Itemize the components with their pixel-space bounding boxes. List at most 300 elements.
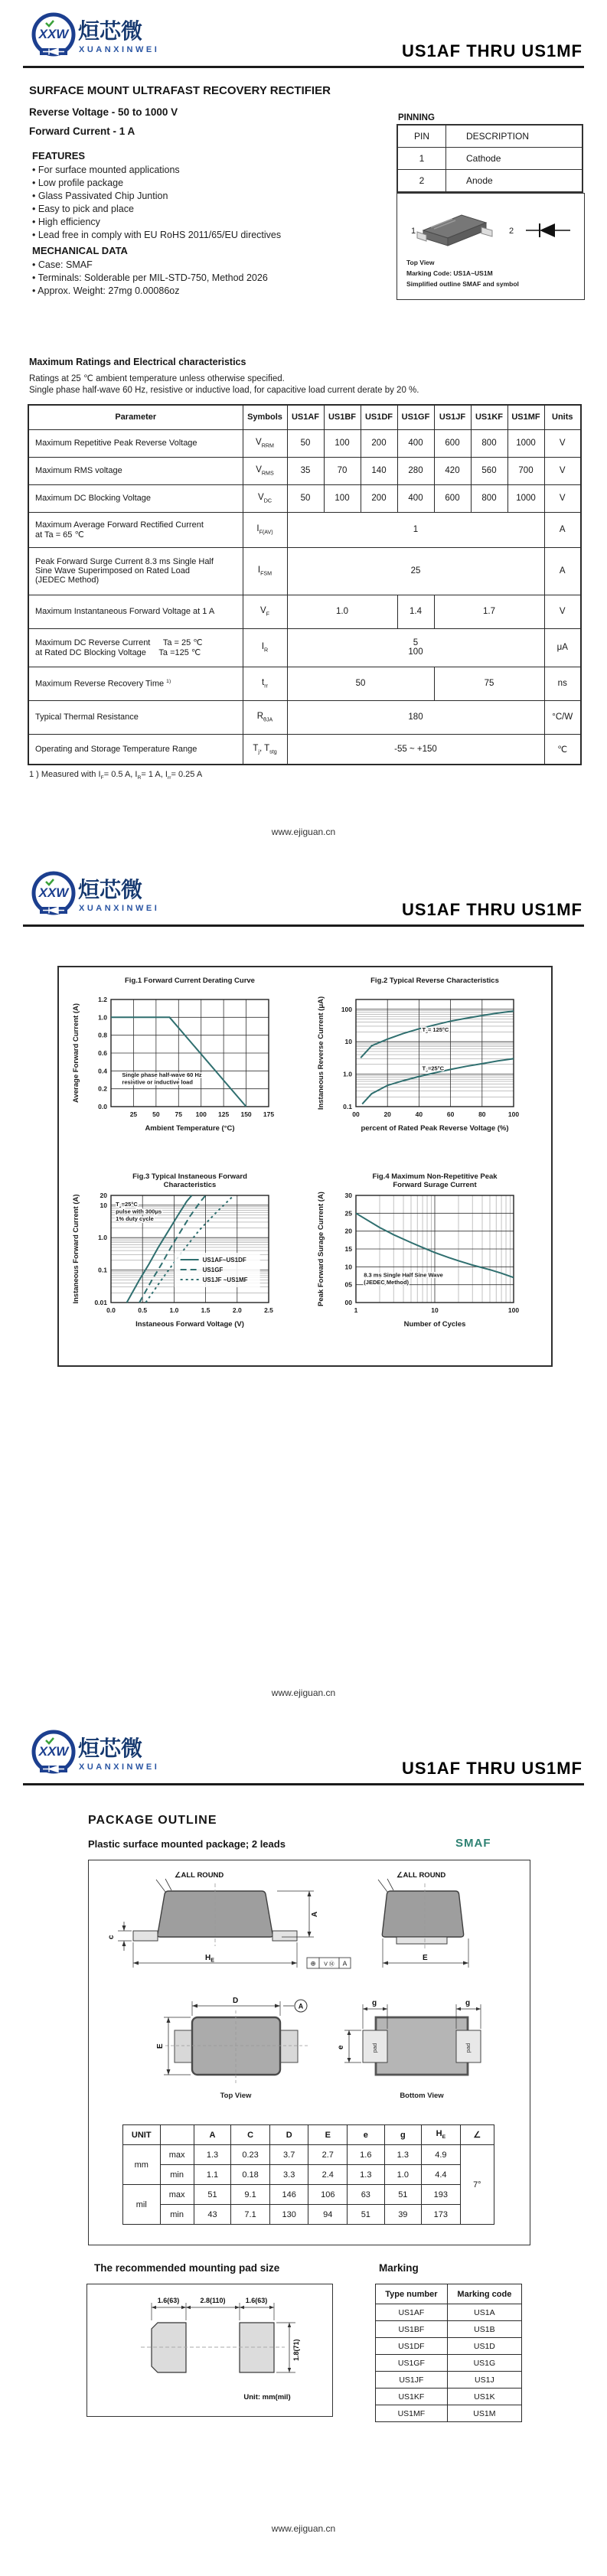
svg-text:0.2: 0.2	[98, 1084, 107, 1093]
brand-name-en: XUANXINWEI	[79, 45, 160, 54]
diode-symbol-icon	[526, 223, 570, 237]
top-view	[156, 1997, 308, 2100]
features-list	[32, 164, 308, 242]
dims-value: 1.3	[384, 2145, 422, 2165]
value-cell: 1	[287, 512, 544, 547]
dims-header: E	[308, 2125, 348, 2145]
dim-g-label: g	[465, 1999, 471, 2007]
value-cell: 200	[361, 429, 397, 457]
svg-text:Fig.2 Typical Reverse Charact: Fig.2 Typical Reverse Characteristics	[370, 977, 499, 985]
mounting-pad-box	[86, 2284, 333, 2417]
parameter-cell: Maximum Repetitive Peak Reverse Voltage	[28, 429, 243, 457]
pinning-header-row	[397, 125, 583, 148]
svg-text:10: 10	[344, 1038, 352, 1046]
pin-1-description: Cathode	[446, 148, 583, 170]
symbol-cell: $V_{RMS}$	[243, 457, 287, 484]
symbol-cell: $I_R$	[243, 628, 287, 667]
description-header: DESCRIPTION	[446, 125, 583, 148]
unit-cell: ns	[544, 667, 581, 700]
pkg-note-marking-code: Marking Code: US1A~US1M	[406, 269, 493, 277]
page-3	[0, 1717, 607, 2576]
value-cell: 600	[434, 484, 471, 512]
svg-text:US1JF ~US1MF: US1JF ~US1MF	[202, 1277, 248, 1283]
pad-dim-mid: 2.8(110)	[200, 2297, 226, 2304]
chart-fig4	[312, 1169, 541, 1362]
value-cell: 400	[397, 429, 434, 457]
dims-value: 0.23	[231, 2145, 270, 2165]
page-title: US1AF THRU US1MF	[401, 900, 583, 919]
dims-value: 51	[194, 2185, 231, 2205]
package-drawings	[89, 1860, 527, 2121]
ratings-table	[28, 404, 582, 765]
svg-text:⊕: ⊕	[310, 1959, 316, 1968]
marking-code: US1M	[447, 2405, 521, 2422]
svg-text:1.0: 1.0	[98, 1013, 107, 1022]
dim-c-label: c	[107, 1935, 116, 1939]
pkg-note-top-view: Top View	[406, 259, 435, 266]
value-cell: 25	[287, 547, 544, 595]
svg-text:TJ​= 125°C: $T_J= 125^\circ C$	[422, 1026, 449, 1035]
dims-value: 94	[308, 2205, 348, 2225]
unit-mil: mil	[123, 2185, 161, 2225]
marking-row	[376, 2304, 522, 2321]
ratings-row	[28, 429, 581, 457]
dims-value: 193	[422, 2185, 461, 2205]
dims-value: 4.9	[422, 2145, 461, 2165]
bullet-item: • High efficiency	[32, 216, 308, 229]
column-header: Symbols	[243, 405, 287, 429]
chart-fig2	[312, 973, 541, 1166]
svg-text:Instaneous Forward Current (A): Instaneous Forward Current (A)	[72, 1194, 80, 1304]
svg-text:15: 15	[344, 1245, 352, 1253]
svg-text:Fig.1 Forward Current Deratin: Fig.1 Forward Current Derating Curve	[125, 977, 255, 985]
value-cell: 600	[434, 429, 471, 457]
ratings-row	[28, 547, 581, 595]
svg-text:Number of Cycles: Number of Cycles	[403, 1320, 466, 1329]
unit-cell: A	[544, 512, 581, 547]
footer-url: www.ejiguan.cn	[271, 1687, 336, 1698]
parameter-cell: Maximum DC Reverse Current Ta = 25 ℃ at Rated DC Blocking Voltage Ta =125 ℃	[28, 628, 243, 667]
bullet-item: • Glass Passivated Chip Juntion	[32, 190, 308, 203]
svg-text:Fig.4 Maximum Non-Repetitive: Fig.4 Maximum Non-Repetitive Peak	[372, 1172, 498, 1181]
dims-value: 1.1	[194, 2165, 231, 2185]
pad-label: pad	[465, 2043, 472, 2053]
dims-row: mil max 51 9.1 146 106 63 51 193	[123, 2185, 494, 2205]
dims-value: 2.7	[308, 2145, 348, 2165]
value-cell: 200	[361, 484, 397, 512]
bullet-item: • Terminals: Solderable per MIL-STD-750, Method 2026	[32, 272, 354, 285]
svg-text:05: 05	[344, 1280, 352, 1289]
dim-a-label: A	[311, 1911, 319, 1917]
bullet-item: • Easy to pick and place	[32, 203, 308, 216]
dims-header: UNIT	[123, 2125, 161, 2145]
dims-value: 2.4	[308, 2165, 348, 2185]
pin-1-label: 1	[411, 227, 416, 236]
ratings-header-row	[28, 405, 581, 429]
svg-text:10: 10	[431, 1306, 439, 1314]
dims-header-row	[123, 2125, 494, 2145]
type-number: US1JF	[376, 2372, 448, 2389]
value-cell: 180	[287, 700, 544, 734]
dims-header: A	[194, 2125, 231, 2145]
parameter-cell: Maximum RMS voltage	[28, 457, 243, 484]
top-view-caption: Top View	[220, 2092, 252, 2100]
svg-text:烜芯微: 烜芯微	[78, 1736, 143, 1760]
all-round-label: ∠ALL ROUND	[397, 1871, 446, 1880]
header-rule	[23, 924, 584, 927]
dims-value: 106	[308, 2185, 348, 2205]
dims-value: 51	[348, 2205, 385, 2225]
header-rule	[23, 1783, 584, 1785]
bullet-item: • For surface mounted applications	[32, 164, 308, 177]
svg-text:25: 25	[129, 1110, 138, 1118]
marking-row	[376, 2338, 522, 2355]
svg-text:30: 30	[344, 1192, 352, 1199]
svg-text:8.3 ms Single Half Sine Wave: 8.3 ms Single Half Sine Wave	[364, 1271, 443, 1279]
pad-unit-note: Unit: mm(mil)	[243, 2393, 291, 2402]
ratings-row	[28, 700, 581, 734]
dims-header: C	[231, 2125, 270, 2145]
ratings-row	[28, 512, 581, 547]
type-number: US1GF	[376, 2355, 448, 2372]
symbol-cell: $V_F$	[243, 595, 287, 628]
pad-label: pad	[371, 2043, 378, 2053]
svg-text:1: 1	[354, 1306, 358, 1314]
charts-panel	[57, 966, 553, 1367]
column-header: Parameter	[28, 405, 243, 429]
value-cell: 50	[287, 667, 434, 700]
dims-value: 0.18	[231, 2165, 270, 2185]
dims-value: 146	[269, 2185, 308, 2205]
mechanical-list	[32, 259, 354, 298]
svg-text:1.0: 1.0	[343, 1070, 352, 1078]
all-round-label: ∠ALL ROUND	[175, 1871, 224, 1880]
dim-e-label: E	[156, 2043, 165, 2049]
svg-text:烜芯微: 烜芯微	[78, 878, 143, 902]
svg-text:1.0: 1.0	[169, 1306, 179, 1314]
pkg-note-outline: Simplified outline SMAF and symbol	[406, 280, 519, 288]
svg-text:40: 40	[415, 1110, 423, 1118]
pin-2-label: 2	[509, 227, 514, 236]
symbol-cell: $R_{\theta JA}$	[243, 700, 287, 734]
dims-value: 3.3	[269, 2165, 308, 2185]
mechanical-title: MECHANICAL DATA	[32, 245, 128, 256]
dims-header: g	[384, 2125, 422, 2145]
svg-text:10: 10	[100, 1201, 107, 1209]
value-cell: -55 ~ +150	[287, 734, 544, 765]
svg-text:Single phase half-wave 60 Hz: Single phase half-wave 60 Hz	[122, 1071, 202, 1078]
svg-text:0.5: 0.5	[138, 1306, 148, 1314]
value-cell: 140	[361, 457, 397, 484]
page-title: US1AF THRU US1MF	[401, 41, 583, 60]
marking-row	[376, 2389, 522, 2405]
package-name: SMAF	[455, 1837, 491, 1850]
parameter-cell: Typical Thermal Resistance	[28, 700, 243, 734]
marking-code: US1D	[447, 2338, 521, 2355]
value-cell: 70	[324, 457, 361, 484]
svg-text:Average Forward Current (A): Average Forward Current (A)	[72, 1003, 80, 1104]
reverse-voltage-line: Reverse Voltage - 50 to 1000 V	[29, 106, 178, 118]
svg-text:100: 100	[507, 1306, 520, 1314]
dims-value: 63	[348, 2185, 385, 2205]
dims-value: 7.1	[231, 2205, 270, 2225]
mounting-pad-drawing	[87, 2284, 330, 2414]
ratings-condition-2: Single phase half-wave 60 Hz, resistive or inductive load, for capacitive load current derate by 20 %.	[29, 386, 419, 395]
svg-text:1% duty cycle: 1% duty cycle	[116, 1215, 154, 1222]
page-title: US1AF THRU US1MF	[401, 1759, 583, 1778]
dims-header: D	[269, 2125, 308, 2145]
unit-cell: μA	[544, 628, 581, 667]
header-rule	[23, 66, 584, 68]
svg-text:20: 20	[100, 1192, 107, 1199]
type-number: US1KF	[376, 2389, 448, 2405]
unit-cell: A	[544, 547, 581, 595]
marking-code: US1J	[447, 2372, 521, 2389]
svg-text:(JEDEC Method): (JEDEC Method)	[364, 1278, 410, 1286]
svg-text:XUANXINWEI: XUANXINWEI	[79, 1762, 160, 1772]
marking-row	[376, 2405, 522, 2422]
pin-1-number: 1	[397, 148, 446, 170]
svg-text:percent of Rated Peak Reverse: percent of Rated Peak Reverse Voltage (%)	[361, 1124, 509, 1133]
pin-2-description: Anode	[446, 170, 583, 193]
value-cell: 280	[397, 457, 434, 484]
unit-cell: V	[544, 457, 581, 484]
bullet-item: • Approx. Weight: 27mg 0.00086oz	[32, 285, 354, 298]
type-number: US1AF	[376, 2304, 448, 2321]
marking-header: Marking code	[447, 2284, 521, 2304]
dims-value: 9.1	[231, 2185, 270, 2205]
svg-text:10: 10	[344, 1263, 352, 1271]
dims-value: 1.0	[384, 2165, 422, 2185]
svg-text:125: 125	[218, 1110, 230, 1118]
bullet-item: • Low profile package	[32, 177, 308, 190]
marking-table	[375, 2284, 522, 2422]
product-heading: SURFACE MOUNT ULTRAFAST RECOVERY RECTIFIER	[29, 84, 331, 97]
angle-value: 7°	[460, 2145, 494, 2225]
brand-logo	[31, 9, 207, 63]
unit-cell: °C/W	[544, 700, 581, 734]
symbol-cell: $I_{F(AV)}$	[243, 512, 287, 547]
dims-row: mm max 1.3 0.23 3.7 2.7 1.6 1.3 4.9 7°	[123, 2145, 494, 2165]
dims-row: min 1.1 0.18 3.3 2.4 1.3 1.0 4.4	[123, 2165, 494, 2185]
svg-text:TJ​=25°C: $T_J=25^\circ C$	[422, 1065, 445, 1074]
pin-header: PIN	[397, 125, 446, 148]
type-number: US1DF	[376, 2338, 448, 2355]
svg-text:US1GF: US1GF	[202, 1267, 224, 1273]
bottom-view	[337, 1999, 481, 2100]
dims-value: 130	[269, 2205, 308, 2225]
dims-value: 3.7	[269, 2145, 308, 2165]
dims-value: 173	[422, 2205, 461, 2225]
column-header: US1MF	[507, 405, 544, 429]
svg-text:80: 80	[478, 1110, 486, 1118]
marking-row	[376, 2321, 522, 2338]
svg-text:2.0: 2.0	[232, 1306, 242, 1314]
unit-mm: mm	[123, 2145, 161, 2185]
svg-text:0.8: 0.8	[98, 1031, 107, 1039]
logo-letters: XXW	[38, 27, 69, 41]
dims-header: $H_E$	[422, 2125, 461, 2145]
value-cell: 1.4	[397, 595, 434, 628]
svg-text:100: 100	[195, 1110, 207, 1118]
marking-code: US1A	[447, 2304, 521, 2321]
svg-text:resistive or inductive load: resistive or inductive load	[122, 1078, 193, 1086]
pad-dim-left: 1.6(63)	[157, 2297, 180, 2304]
svg-text:TJ​=25°C: $T_J=25^\circ C$	[116, 1201, 138, 1209]
svg-text:100: 100	[507, 1110, 520, 1118]
value-cell: 1000	[507, 429, 544, 457]
chart-fig1	[67, 973, 296, 1166]
dims-value: 1.3	[194, 2145, 231, 2165]
mounting-pad-title: The recommended mounting pad size	[94, 2262, 280, 2274]
svg-text:Instaneous Reverse Current (μA: Instaneous Reverse Current (μA)	[317, 996, 325, 1110]
marking-row	[376, 2355, 522, 2372]
unit-cell: V	[544, 429, 581, 457]
svg-text:0.4: 0.4	[98, 1067, 107, 1075]
dims-value: 1.3	[348, 2165, 385, 2185]
dim-d-label: D	[233, 1997, 239, 2005]
value-cell: 100	[324, 484, 361, 512]
svg-text:V Ⓜ: V Ⓜ	[324, 1961, 335, 1968]
series-TJ=125°C	[361, 1011, 514, 1058]
symbol-cell: $V_{DC}$	[243, 484, 287, 512]
dims-header: ∠	[460, 2125, 494, 2145]
unit-cell: V	[544, 595, 581, 628]
package-outline-box	[88, 1860, 530, 2245]
svg-text:00: 00	[344, 1299, 352, 1306]
front-view	[107, 1871, 351, 1968]
symbol-cell: $T_j$, $T_{stg}$	[243, 734, 287, 765]
dim-g-label: g	[372, 1999, 377, 2007]
marking-row	[376, 2372, 522, 2389]
pinning-table	[397, 124, 583, 193]
pinning-title: PINNING	[398, 113, 435, 122]
forward-current-line: Forward Current - 1 A	[29, 126, 135, 137]
svg-text:pulse with 300μs: pulse with 300μs	[116, 1208, 162, 1215]
svg-text:100: 100	[341, 1005, 352, 1013]
svg-text:XXW: XXW	[38, 1744, 69, 1759]
svg-text:0.0: 0.0	[98, 1103, 107, 1110]
svg-text:1.0: 1.0	[98, 1234, 107, 1242]
svg-text:25: 25	[344, 1209, 352, 1218]
svg-text:US1AF~US1DF: US1AF~US1DF	[202, 1257, 246, 1264]
svg-text:50: 50	[152, 1110, 160, 1118]
column-header: US1BF	[324, 405, 361, 429]
symbol-cell: $I_{FSM}$	[243, 547, 287, 595]
value-cell: 800	[471, 484, 507, 512]
parameter-cell: Maximum Instantaneous Forward Voltage at 1 A	[28, 595, 243, 628]
smaf-lead-right	[481, 227, 492, 236]
svg-text:00: 00	[352, 1110, 360, 1118]
dim-e-small-label: e	[337, 2045, 345, 2049]
parameter-cell: Maximum Reverse Recovery Time $^{1)}$	[28, 667, 243, 700]
ratings-row	[28, 484, 581, 512]
column-header: US1KF	[471, 405, 507, 429]
svg-text:175: 175	[263, 1110, 275, 1118]
svg-text:2.5: 2.5	[264, 1306, 273, 1314]
end-view	[378, 1871, 468, 1968]
svg-text:Instaneous Forward Voltage (V): Instaneous Forward Voltage (V)	[135, 1320, 244, 1329]
dimensions-table	[122, 2124, 494, 2225]
symbol-cell: $t_{rr}$	[243, 667, 287, 700]
value-cell: 800	[471, 429, 507, 457]
ratings-row	[28, 734, 581, 765]
value-cell: 560	[471, 457, 507, 484]
value-cell: 75	[434, 667, 544, 700]
marking-code: US1K	[447, 2389, 521, 2405]
value-cell: 420	[434, 457, 471, 484]
parameter-cell: Maximum DC Blocking Voltage	[28, 484, 243, 512]
footer-url: www.ejiguan.cn	[271, 2523, 336, 2534]
value-cell: 100	[324, 429, 361, 457]
pad-dim-height: 1.8(71)	[292, 2339, 300, 2361]
ratings-condition-1: Ratings at 25 ℃ ambient temperature unless otherwise specified.	[29, 374, 285, 383]
package-preview-box	[397, 193, 585, 300]
page-1	[0, 0, 607, 859]
chart-fig3	[67, 1169, 296, 1362]
dims-value: 51	[384, 2185, 422, 2205]
value-cell: 5 100	[287, 628, 544, 667]
svg-text:20: 20	[344, 1227, 352, 1235]
svg-text:Fig.3 Typical Instaneous Forw: Fig.3 Typical Instaneous Forward	[132, 1172, 247, 1181]
dims-value: 43	[194, 2205, 231, 2225]
marking-code: US1G	[447, 2355, 521, 2372]
dims-row: min 43 7.1 130 94 51 39 173	[123, 2205, 494, 2225]
svg-text:150: 150	[240, 1110, 252, 1118]
pin-2-number: 2	[397, 170, 446, 193]
pinning-row-2	[397, 170, 583, 193]
datum-a-label: A	[298, 2002, 304, 2010]
dims-value: 4.4	[422, 2165, 461, 2185]
unit-cell: ℃	[544, 734, 581, 765]
marking-header: Type number	[376, 2284, 448, 2304]
bottom-view-caption: Bottom View	[400, 2092, 444, 2100]
pinning-row-1	[397, 148, 583, 170]
value-cell: 1.0	[287, 595, 397, 628]
dims-header	[160, 2125, 194, 2145]
column-header: US1AF	[287, 405, 324, 429]
svg-text:0.6: 0.6	[98, 1049, 107, 1057]
bullet-item: • Lead free in comply with EU RoHS 2011/65/EU directives	[32, 229, 308, 242]
parameter-cell: Operating and Storage Temperature Range	[28, 734, 243, 765]
type-number: US1BF	[376, 2321, 448, 2338]
svg-text:1.5: 1.5	[201, 1306, 210, 1314]
svg-text:A: A	[342, 1959, 348, 1968]
value-cell: 50	[287, 429, 324, 457]
svg-text:Peak Forward Surage Current (A: Peak Forward Surage Current (A)	[317, 1192, 325, 1306]
column-header: Units	[544, 405, 581, 429]
svg-text:0.1: 0.1	[343, 1103, 352, 1110]
unit-cell: V	[544, 484, 581, 512]
ratings-row	[28, 457, 581, 484]
value-cell: 1.7	[434, 595, 544, 628]
dims-value: 39	[384, 2205, 422, 2225]
brand-logo	[31, 1727, 207, 1780]
type-number: US1MF	[376, 2405, 448, 2422]
features-title: FEATURES	[32, 150, 86, 161]
svg-text:75: 75	[175, 1110, 183, 1118]
svg-text:XXW: XXW	[38, 885, 69, 900]
dim-he-label: $H_E$	[205, 1954, 214, 1964]
svg-text:0.1: 0.1	[98, 1266, 107, 1274]
svg-text:Ambient Temperature (°C): Ambient Temperature (°C)	[145, 1124, 235, 1133]
marking-code: US1B	[447, 2321, 521, 2338]
svg-text:1.2: 1.2	[98, 996, 107, 1003]
package-outline-title: PACKAGE OUTLINE	[88, 1814, 217, 1827]
parameter-cell: Peak Forward Surge Current 8.3 ms Single Half Sine Wave Superimposed on Rated Load (JEDEC Method)	[28, 547, 243, 595]
column-header: US1JF	[434, 405, 471, 429]
svg-text:XUANXINWEI: XUANXINWEI	[79, 904, 160, 913]
